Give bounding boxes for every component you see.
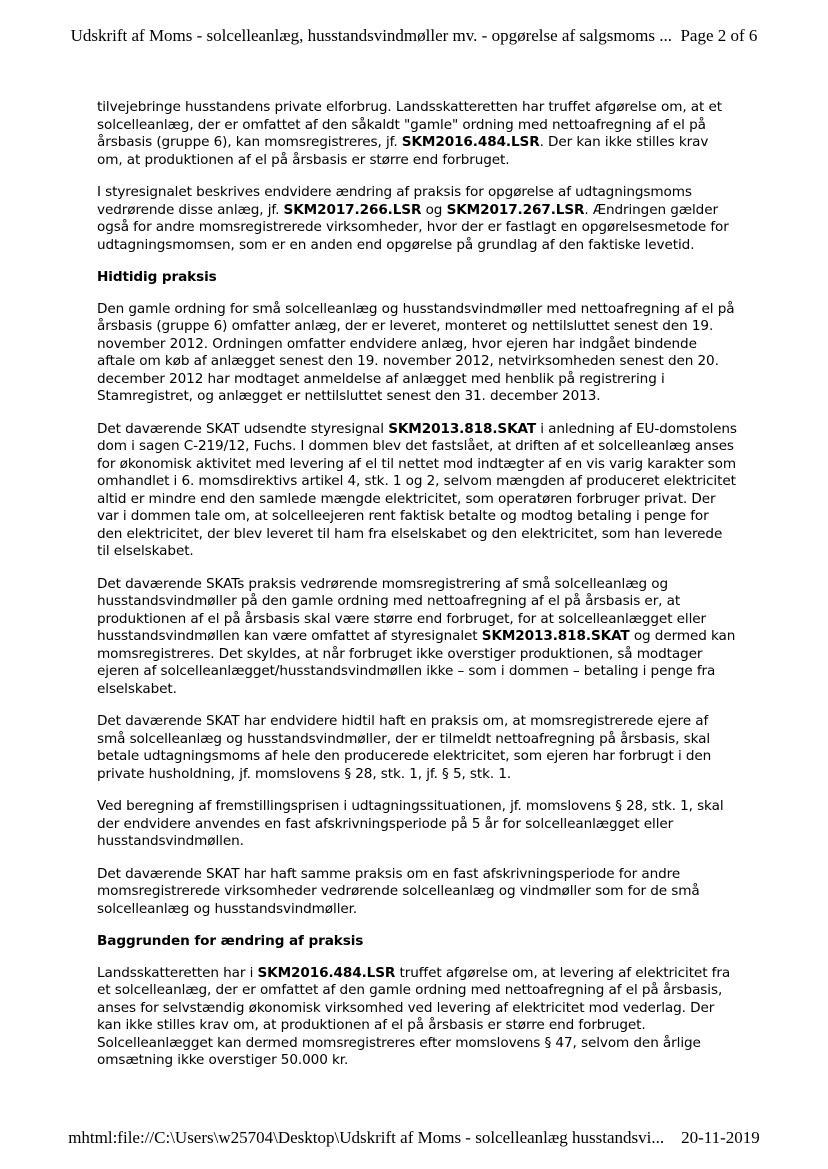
section-heading [97,933,737,951]
section-heading [97,269,737,287]
paragraph [97,798,737,851]
reference-text: SKM2013.818.SKAT [388,420,537,437]
text-run: Det daværende SKAT har endvidere hidtil haft en praksis om, at momsregistrerede ejere af små solcelleanlæg og husstandsvindmøller, der er tilmeldt nettoafregning på årsbasis, skal betale udtagningsmoms af hele den producerede elektricitet, som ejeren har forbrugt i den private husholdning, jf. momslovens § 28, stk. 1, jf. § 5, stk. 1. [97,713,712,782]
reference-text: SKM2017.266.LSR [283,201,422,218]
footer-path: mhtml:file://C:\Users\w25704\Desktop\Udskrift af Moms - solcelleanlæg husstandsvi... [68,1128,665,1147]
page-header [0,26,828,46]
paragraph [97,301,737,406]
reference-text: SKM2016.484.LSR [257,964,396,981]
text-run: . Ændringen gælder også for andre momsregistrerede virksomheder, hvor der er fastlagt en opgørelsesmetode for udtagningsmomsen, som er en anden end opgørelse på grundlag af den faktiske levetid. [97,201,729,253]
paragraph [97,713,737,783]
text-run: truffet afgørelse om, at levering af elektricitet fra et solcelleanlæg, der er omfattet af den gamle ordning med nettoafregning af el på årsbasis, anses for selvstændig økonomisk virksomhed ved levering af elektricitet mod vederlag. Der kan ikke stilles krav om, at produktionen af el på årsbasis er større end forbruget. Solcelleanlægget kan dermed momsregistreres efter momslovens § 47, selvom den årlige omsætning ikke overstiger 50.000 kr. [97,964,731,1068]
paragraph [97,99,737,169]
text-run: Det daværende SKAT udsendte styresignal [97,420,389,437]
text-run: . Der kan ikke stilles krav om, at produktionen af el på årsbasis er større end forbruget. [97,134,709,168]
text-run: tilvejebringe husstandens private elforbrug. Landsskatteretten har truffet afgørelse om, at et solcelleanlæg, der er omfattet af den såkaldt "gamle" ordning med nettoafregning af el på årsbasis (gruppe 6), kan momsregistreres, jf. [97,99,722,150]
text-run: Ved beregning af fremstillingsprisen i udtagningssituationen, jf. momslovens § 28, stk. 1, skal der endvidere anvendes en fast afskrivningsperiode på 5 år for solcelleanlægget eller husstandsvindmøllen. [97,798,724,849]
footer-date: 20-11-2019 [681,1128,760,1147]
paragraph [97,184,737,254]
reference-text: SKM2017.267.LSR [446,201,585,218]
text-run: i anledning af EU-domstolens dom i sagen C-219/12, Fuchs. I dommen blev det fastslået, at driften af et solcelleanlæg anses for økonomisk aktivitet med levering af el til nettet mod indtægter af en vis varig karakter som omhandlet i 6. momsdirektivs artikel 4, stk. 1 og 2, selvom mængden af produceret elektricitet altid er mindre end den samlede mængde elektricitet, som operatøren forbruger privat. Der var i dommen tale om, at solcelleejeren rent faktisk betalte og modtog betaling i penge for den elektricitet, der blev leveret til ham fra elselskabet og den elektricitet, som han leverede til elselskabet. [97,420,737,559]
reference-text: SKM2016.484.LSR [401,134,540,150]
paragraph [97,965,737,1070]
text-run: I styresignalet beskrives endvidere ændring af praksis for opgørelse af udtagningsmoms vedrørende disse anlæg, jf. [97,184,692,218]
paragraph [97,421,737,561]
header-title: Udskrift af Moms - solcelleanlæg, husstandsvindmøller mv. - opgørelse af salgsmoms ... [70,26,672,45]
text-run: Det daværende SKATs praksis vedrørende momsregistrering af små solcelleanlæg og husstandsvindmøller på den gamle ordning med nettoafregning af el på årsbasis er, at produktionen af el på årsbasis skal være større end forbruget, for at solcelleanlægget eller husstandsvindmøllen kan være omfattet af styresignalet [97,575,707,644]
paragraph [97,576,737,699]
text-run: Den gamle ordning for små solcelleanlæg og husstandsvindmøller med nettoafregning af el på årsbasis (gruppe 6) omfatter anlæg, der er leveret, monteret og nettilsluttet senest den 19. november 2012. Ordningen omfatter endvidere anlæg, hvor ejeren har indgået bindende aftale om køb af anlægget senest den 19. november 2012, netvirksomheden senest den 20. december 2012 har modtaget anmeldelse af anlægget med henblik på registrering i Stamregistret, og anlægget er nettilsluttet senest den 31. december 2013. [97,300,735,404]
text-run: Hidtidig praksis [97,269,217,285]
text-run: Landsskatteretten har i [97,964,258,981]
page-footer [0,1128,828,1148]
reference-text: SKM2013.818.SKAT [481,628,630,644]
text-run: Det daværende SKAT har haft samme praksis om en fast afskrivningsperiode for andre momsregistrerede virksomheder vedrørende solcelleanlæg og vindmøller som for de små solcelleanlæg og husstandsvindmøller. [97,865,700,917]
paragraph [97,866,737,919]
text-run: Baggrunden for ændring af praksis [97,933,364,949]
text-run: og dermed kan momsregistreres. Det skyldes, at når forbruget ikke overstiger produktionen, så modtager ejeren af solcelleanlægget/husstandsvindmøllen ikke – som i dommen – betaling i penge fra elselskabet. [97,628,736,697]
document-body [97,99,737,1085]
text-run: og [421,201,447,218]
header-page-number: Page 2 of 6 [680,26,758,45]
